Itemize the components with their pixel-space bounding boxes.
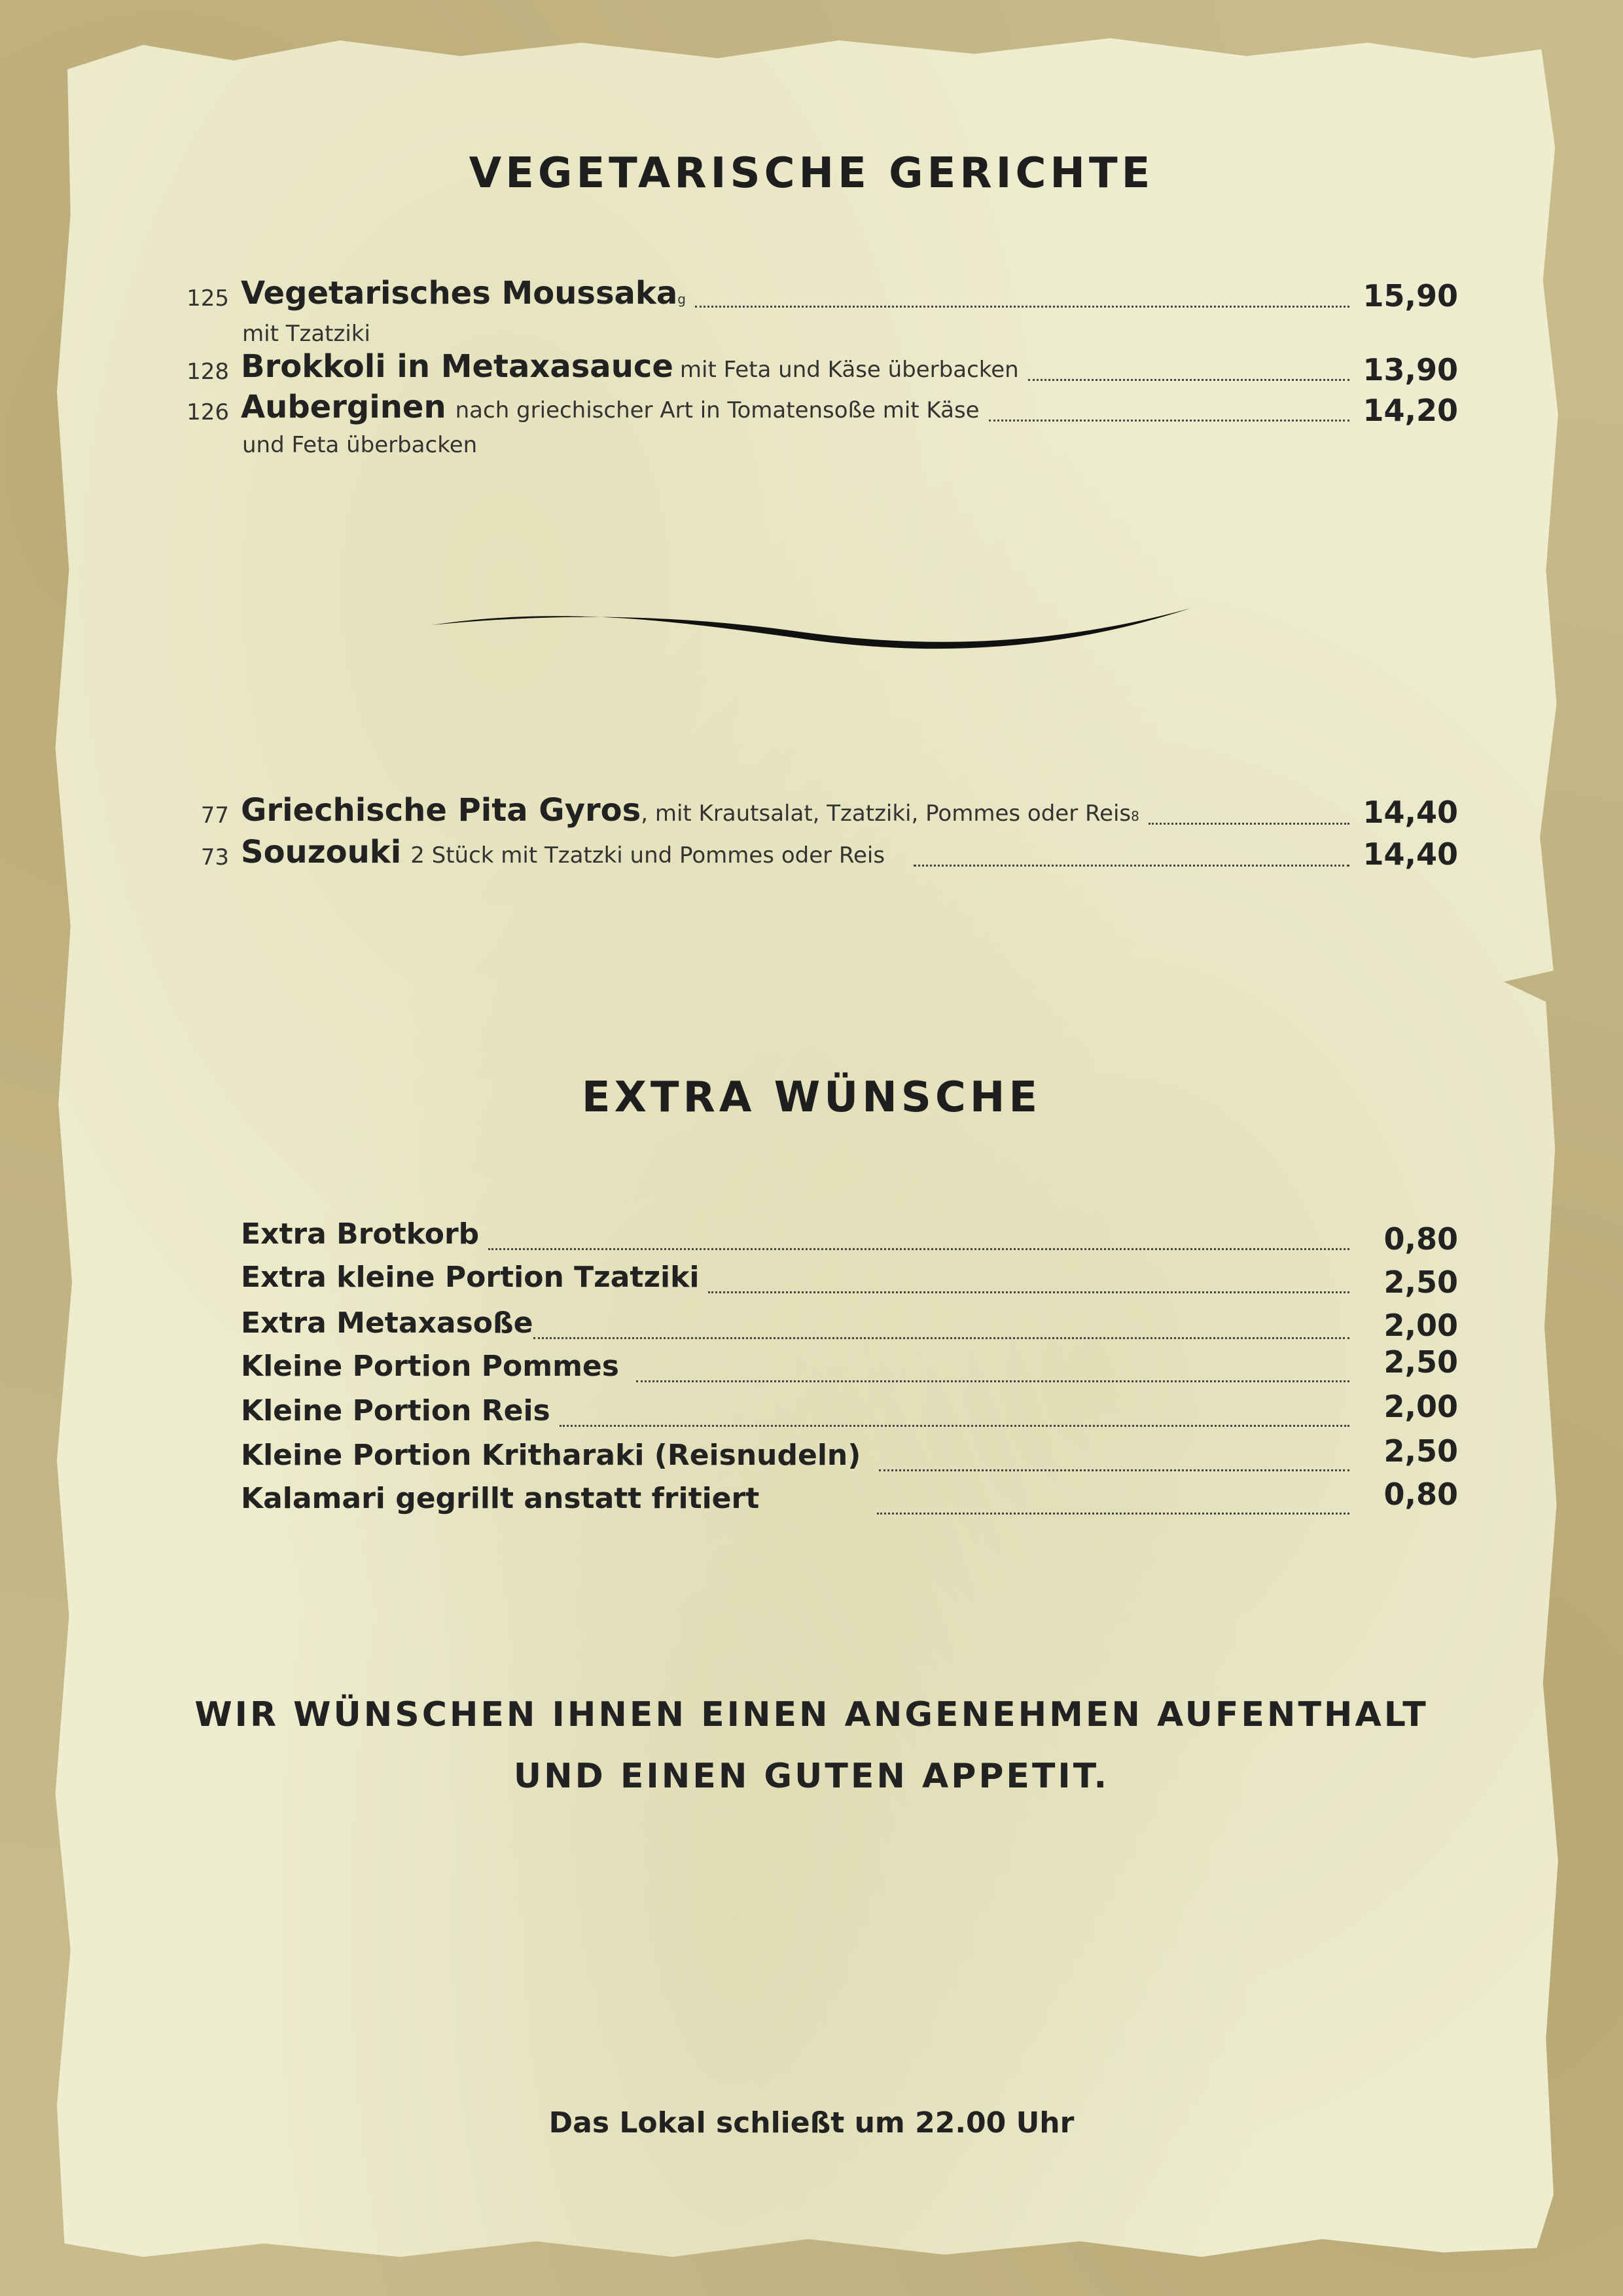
dotted-leader — [560, 1425, 1349, 1427]
extra-item-price: 2,00 — [1383, 1308, 1458, 1343]
swash-divider — [432, 599, 1191, 658]
extra-item-name: Kleine Portion Pommes — [241, 1350, 619, 1383]
extra-item — [241, 1394, 1349, 1433]
item-price: 14,40 — [1363, 795, 1458, 830]
item-name: Vegetarisches Moussaka — [241, 275, 678, 312]
extra-item-price: 0,80 — [1383, 1477, 1458, 1512]
extra-item — [241, 1306, 1349, 1346]
dotted-leader — [989, 420, 1349, 422]
extra-item — [241, 1217, 1349, 1257]
extra-item-name: Kleine Portion Reis — [241, 1394, 550, 1427]
extra-item-price: 2,00 — [1383, 1389, 1458, 1424]
extra-item-name: Extra Brotkorb — [241, 1217, 480, 1251]
item-description: mit Tzatziki — [242, 321, 370, 347]
section-heading-vegetarian: VEGETARISCHE GERICHTE — [469, 149, 1154, 198]
item-number: 128 — [187, 359, 229, 385]
allergen-marker: 8 — [1131, 808, 1139, 824]
item-name: Brokkoli in Metaxasauce — [241, 348, 673, 385]
item-number: 73 — [200, 844, 229, 870]
item-description: und Feta überbacken — [242, 432, 478, 458]
menu-item — [241, 348, 1349, 387]
extra-item-name: Extra kleine Portion Tzatziki — [241, 1261, 700, 1294]
dotted-leader — [914, 865, 1349, 867]
extra-item-name: Extra Metaxasoße — [241, 1306, 533, 1340]
dotted-leader — [879, 1469, 1349, 1471]
extra-item — [241, 1482, 1349, 1521]
extra-item — [241, 1261, 1349, 1300]
dotted-leader — [708, 1291, 1349, 1293]
extra-item — [241, 1439, 1349, 1478]
menu-item — [241, 275, 1349, 314]
item-name: Auberginen — [241, 389, 446, 425]
closing-line-1: WIR WÜNSCHEN IHNEN EINEN ANGENEHMEN AUFENTHALT — [194, 1695, 1429, 1734]
closing-line-2: UND EINEN GUTEN APPETIT. — [513, 1757, 1110, 1796]
item-description: 2 Stück mit Tzatzki und Pommes oder Reis — [410, 842, 885, 869]
dotted-leader — [877, 1513, 1349, 1515]
item-price: 13,90 — [1363, 352, 1458, 387]
section-heading-extras: EXTRA WÜNSCHE — [581, 1073, 1042, 1122]
item-number: 77 — [200, 802, 229, 829]
extra-item-price: 0,80 — [1383, 1221, 1458, 1257]
menu-item — [241, 792, 1349, 831]
dotted-leader — [533, 1337, 1349, 1339]
item-number: 126 — [187, 399, 229, 425]
dotted-leader — [1149, 823, 1349, 825]
closing-time-note: Das Lokal schließt um 22.00 Uhr — [548, 2106, 1075, 2140]
dotted-leader — [695, 306, 1349, 308]
extra-item-name: Kalamari gegrillt anstatt fritiert — [241, 1482, 760, 1515]
extra-item-price: 2,50 — [1383, 1433, 1458, 1469]
item-price: 15,90 — [1363, 278, 1458, 314]
item-name: Souzouki — [241, 834, 402, 870]
menu-item — [241, 389, 1349, 428]
item-description: mit Feta und Käse überbacken — [679, 357, 1019, 383]
dotted-leader — [1028, 379, 1349, 381]
extra-item-name: Kleine Portion Kritharaki (Reisnudeln) — [241, 1439, 861, 1472]
allergen-marker: g — [677, 291, 686, 307]
extra-item — [241, 1350, 1349, 1389]
menu-item — [241, 834, 1349, 873]
item-name: Griechische Pita Gyros — [241, 792, 641, 829]
dotted-leader — [636, 1380, 1349, 1382]
item-description: nach griechischer Art in Tomatensoße mit Käse — [455, 397, 980, 423]
extra-item-price: 2,50 — [1383, 1265, 1458, 1300]
item-number: 125 — [187, 285, 229, 312]
item-description: , mit Krautsalat, Tzatziki, Pommes oder Reis — [641, 800, 1132, 827]
item-price: 14,40 — [1363, 836, 1458, 872]
item-price: 14,20 — [1363, 393, 1458, 428]
extra-item-price: 2,50 — [1383, 1344, 1458, 1380]
dotted-leader — [488, 1248, 1349, 1250]
